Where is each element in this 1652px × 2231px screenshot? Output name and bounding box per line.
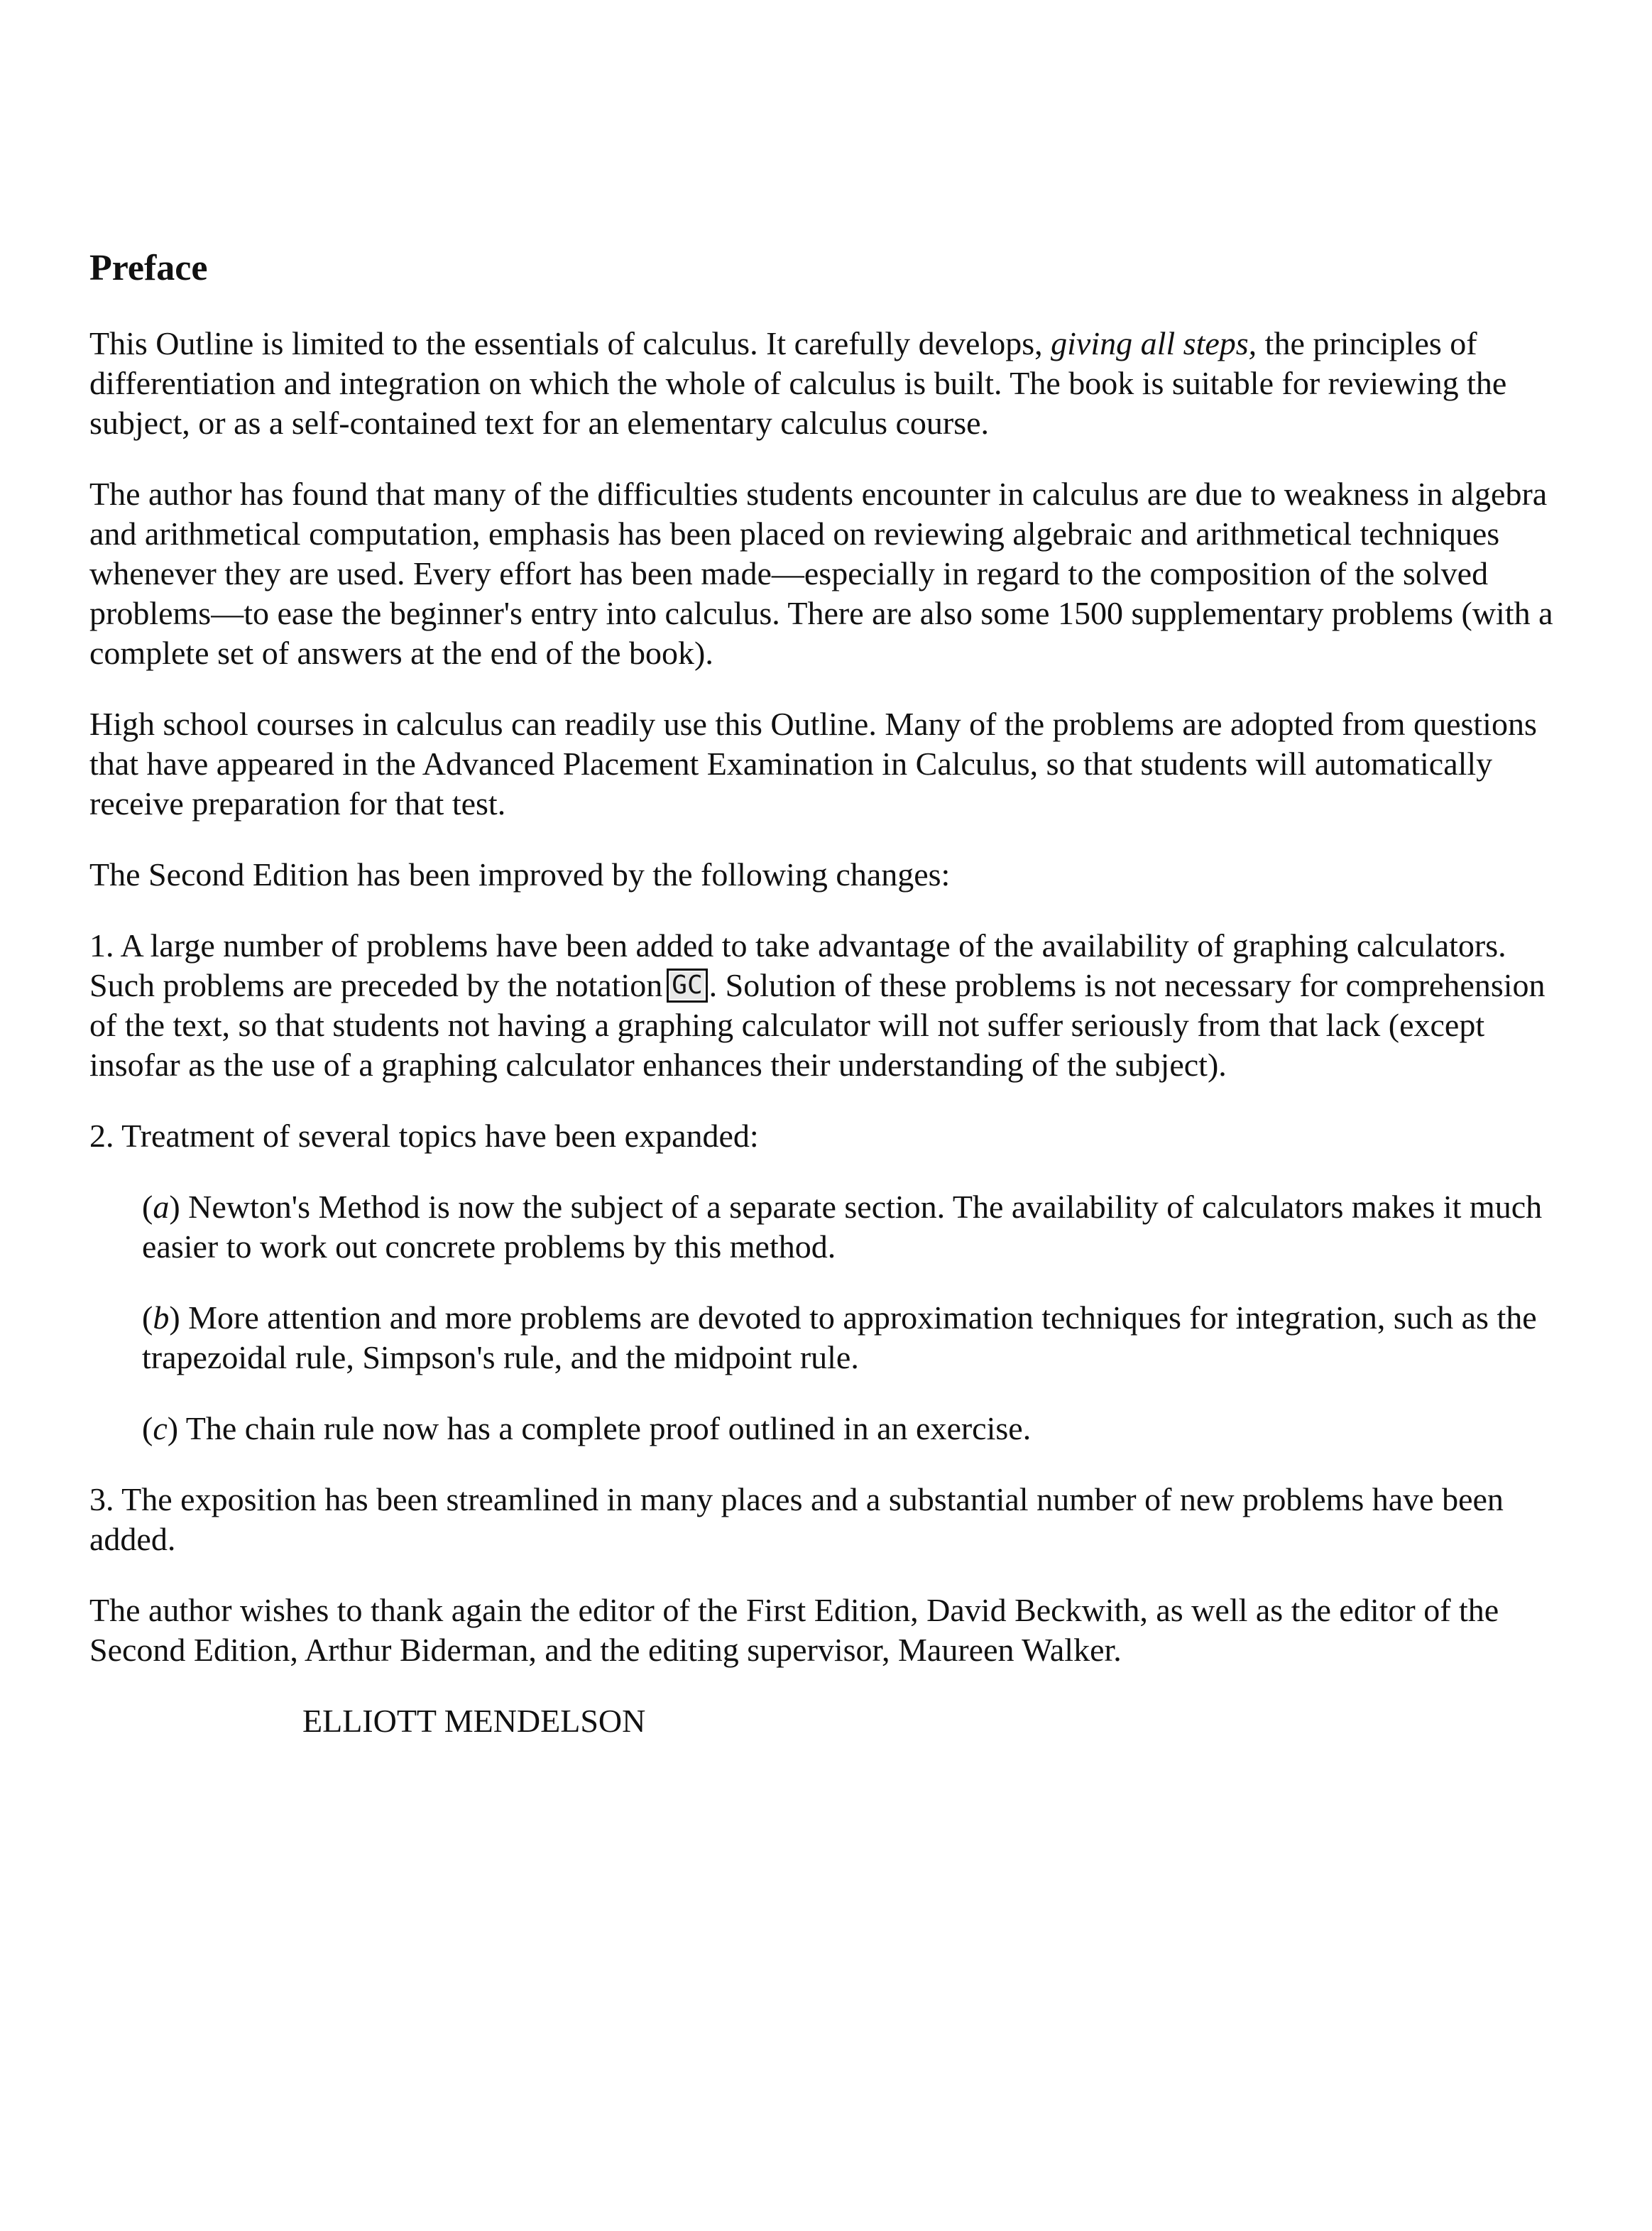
list-item-2a-text: Newton's Method is now the subject of a separate section. The availability of calculators makes it much easier to work out concrete problems by this method. xyxy=(142,1189,1543,1265)
paragraph-intro-emphasis: giving all steps, xyxy=(1051,325,1257,361)
page-title: Preface xyxy=(89,248,208,288)
list-item-3: 3. The exposition has been streamlined in many places and a substantial number of new problems have been added. xyxy=(89,1481,1504,1557)
paragraph-acknowledgements: The author wishes to thank again the editor of the First Edition, David Beckwith, as well as the editor of the Second Edition, Arthur Biderman, and the editing supervisor, Maureen Walker. xyxy=(89,1592,1499,1668)
list-item-2: 2. Treatment of several topics have been expanded: xyxy=(89,1118,759,1154)
list-item-2b: (b) More attention and more problems are devoted to approximation techniques for integration, such as the trapezoidal rule, Simpson's rule, and the midpoint rule. xyxy=(142,1299,1537,1375)
paragraph-intro xyxy=(89,324,1573,443)
paragraph-high-school: High school courses in calculus can readily use this Outline. Many of the problems are adopted from questions that have appeared in the Advanced Placement Examination in Calculus, so that students will automatically receive preparation for that test. xyxy=(89,706,1537,822)
paragraph-intro-text-b: the principles of differentiation and integration on which the whole of calculus is built. The book is suitable for reviewing the subject, or as a self-contained text for an elementary calculus course. xyxy=(89,325,1507,441)
paragraph-intro-text-a: This Outline is limited to the essentials of calculus. It carefully develops, xyxy=(89,325,1051,361)
list-item-2b-text: More attention and more problems are devoted to approximation techniques for integration, such as the trapezoidal rule, Simpson's rule, and the midpoint rule. xyxy=(142,1299,1537,1375)
paragraph-second-edition: The Second Edition has been improved by the following changes: xyxy=(89,856,951,893)
list-item-1-text-a: 1. A large number of problems have been added to take advantage of the availability of graphing calculators. Such problems are preceded by the notation xyxy=(89,927,1506,1003)
list-item-2c-text: The chain rule now has a complete proof outlined in an exercise. xyxy=(178,1410,1032,1446)
preface-page xyxy=(89,247,1573,1741)
graphing-calculator-icon: GC xyxy=(667,969,707,1003)
list-item-1 xyxy=(89,926,1573,1085)
list-item-2c-label: c xyxy=(153,1410,168,1446)
list-item-2a-label: a xyxy=(153,1189,170,1225)
list-item-2a: (a) Newton's Method is now the subject of a separate section. The availability of calculators makes it much easier to work out concrete problems by this method. xyxy=(142,1189,1543,1265)
list-item-2c: (c) The chain rule now has a complete proof outlined in an exercise. xyxy=(142,1410,1032,1446)
paragraph-difficulties: The author has found that many of the difficulties students encounter in calculus are due to weakness in algebra and arithmetical computation, emphasis has been placed on reviewing algebraic and arithmetical techniques whenever they are used. Every effort has been made—especially in regard to the composition of the solved problems—to ease the beginner's entry into calculus. There are also some 1500 supplementary problems (with a complete set of answers at the end of the book). xyxy=(89,476,1553,671)
list-item-2b-label: b xyxy=(153,1299,170,1336)
list-item-1-text-b: . Solution of these problems is not necessary for comprehension of the text, so that students not having a graphing calculator will not suffer seriously from that lack (except insofar as the use of a graphing calculator enhances their understanding of the subject). xyxy=(89,967,1546,1083)
author-signature: ELLIOTT MENDELSON xyxy=(302,1703,646,1739)
